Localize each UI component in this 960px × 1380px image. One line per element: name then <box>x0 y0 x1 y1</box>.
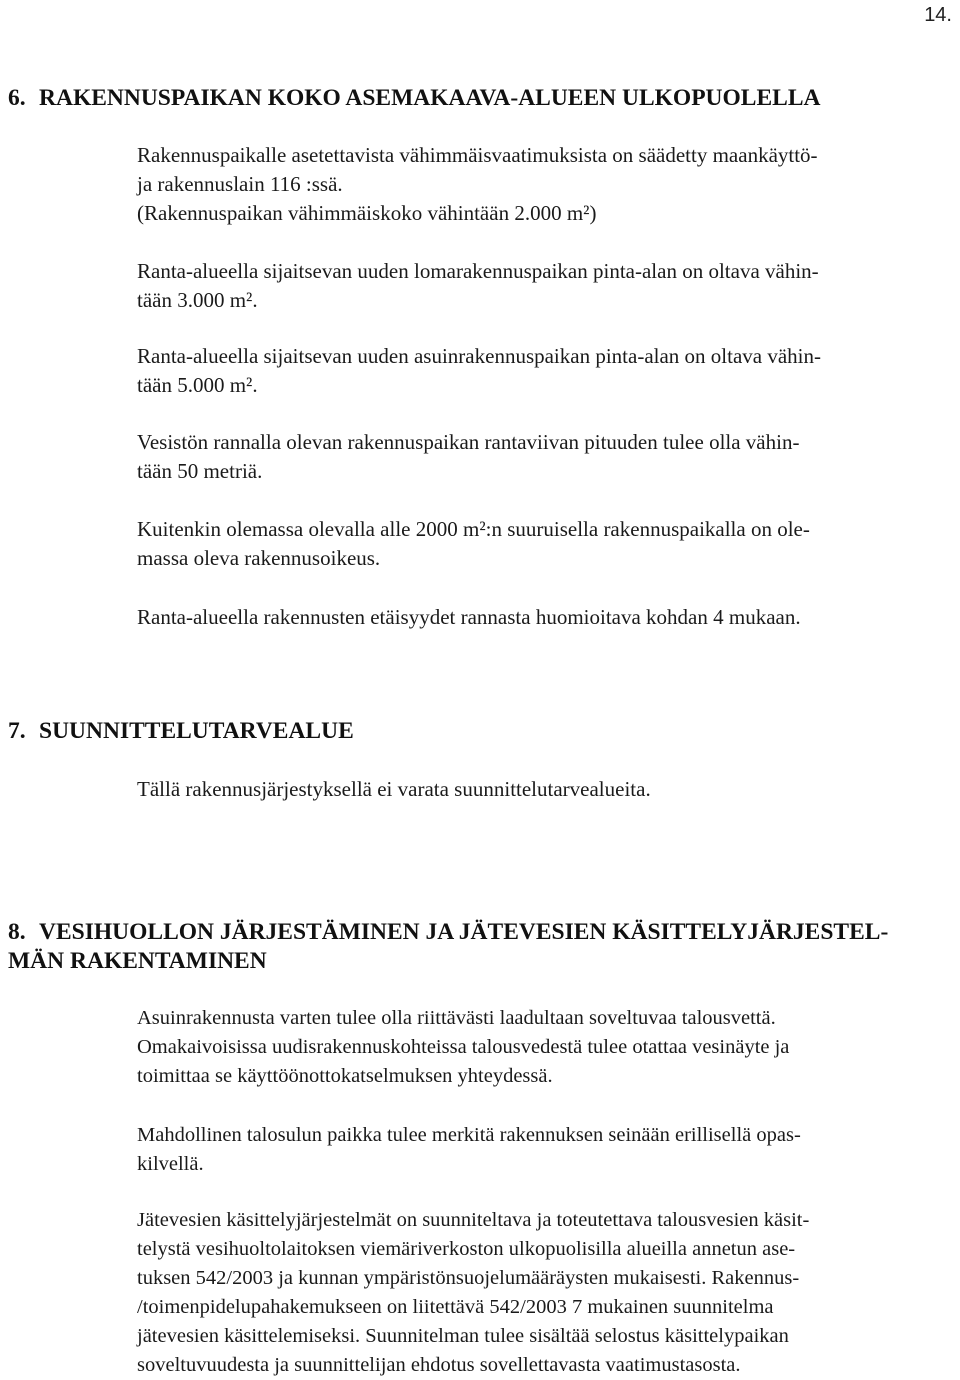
text-line: Ranta-alueella sijaitsevan uuden lomarakennuspaikan pinta-alan on oltava vähin- <box>137 259 819 283</box>
paragraph <box>137 1004 789 1091</box>
text-line: tään 50 metriä. <box>137 459 263 483</box>
paragraph <box>137 515 810 573</box>
text-line: tään 3.000 m². <box>137 288 258 312</box>
section-title-line-2: MÄN RAKENTAMINEN <box>8 948 267 974</box>
paragraph <box>137 428 799 486</box>
paragraph <box>137 342 821 400</box>
paragraph <box>137 775 651 804</box>
text-line: ja rakennuslain 116 :ssä. <box>137 172 343 196</box>
text-line: Mahdollinen talosulun paikka tulee merkitä rakennuksen seinään erillisellä opas- <box>137 1124 801 1146</box>
text-line: Ranta-alueella sijaitsevan uuden asuinrakennuspaikan pinta-alan on oltava vähin- <box>137 344 822 368</box>
text-line: Kuitenkin olemassa olevalla alle 2000 m²:n suuruisella rakennuspaikalla on ole- <box>137 517 810 541</box>
text-line: Rakennuspaikalle asetettavista vähimmäisvaatimuksista on säädetty maankäyttö- <box>137 143 818 167</box>
section-8-heading-continued <box>8 947 267 976</box>
section-title: RAKENNUSPAIKAN KOKO ASEMAKAAVA-ALUEEN ULKOPUOLELLA <box>39 85 821 111</box>
text-line: (Rakennuspaikan vähimmäiskoko vähintään 2.000 m²) <box>137 201 597 225</box>
section-6-heading <box>8 84 820 113</box>
paragraph <box>137 1121 801 1179</box>
section-title-line-1: VESIHUOLLON JÄRJESTÄMINEN JA JÄTEVESIEN KÄSITTELYJÄRJESTEL- <box>39 919 889 945</box>
text-line: Vesistön rannalla olevan rakennuspaikan rantaviivan pituuden tulee olla vähin- <box>137 430 800 454</box>
paragraph <box>137 603 801 632</box>
text-line: tään 5.000 m². <box>137 373 258 397</box>
section-number: 8. <box>8 919 26 945</box>
text-line: Omakaivoisissa uudisrakennuskohteissa talousvedestä tulee otattaa vesinäyte ja <box>137 1036 790 1058</box>
text-line: Jätevesien käsittelyjärjestelmät on suunniteltava ja toteutettava talousvesien käsit- <box>137 1209 810 1231</box>
section-7-heading <box>8 717 354 746</box>
text-line: /toimenpidelupahakemukseen on liitettävä 542/2003 7 mukainen suunnitelma <box>137 1296 774 1318</box>
text-line: Tällä rakennusjärjestyksellä ei varata suunnittelutarvealueita. <box>137 777 651 801</box>
section-8-heading <box>8 918 888 947</box>
text-line: Asuinrakennusta varten tulee olla riittävästi laadultaan soveltuvaa talousvettä. <box>137 1007 776 1029</box>
text-line: soveltuvuudesta ja suunnittelijan ehdotus sovellettavasta vaatimustasosta. <box>137 1354 741 1376</box>
paragraph <box>137 141 818 228</box>
text-line: toimittaa se käyttöönottokatselmuksen yhteydessä. <box>137 1065 553 1087</box>
paragraph <box>137 257 819 315</box>
text-line: jätevesien käsittelemiseksi. Suunnitelman tulee sisältää selostus käsittelypaikan <box>137 1325 789 1347</box>
text-line: telystä vesihuoltolaitoksen viemäriverkoston ulkopuolisilla alueilla annetun ase- <box>137 1238 796 1260</box>
text-line: tuksen 542/2003 ja kunnan ympäristönsuojelumääräysten mukaisesti. Rakennus- <box>137 1267 800 1289</box>
section-number: 6. <box>8 85 26 111</box>
section-title: SUUNNITTELUTARVEALUE <box>39 718 354 744</box>
text-line: kilvellä. <box>137 1153 204 1175</box>
page-number: 14. <box>924 4 952 26</box>
text-line: massa oleva rakennusoikeus. <box>137 546 381 570</box>
paragraph <box>137 1206 809 1380</box>
text-line: Ranta-alueella rakennusten etäisyydet rannasta huomioitava kohdan 4 mukaan. <box>137 605 801 629</box>
section-number: 7. <box>8 718 26 744</box>
